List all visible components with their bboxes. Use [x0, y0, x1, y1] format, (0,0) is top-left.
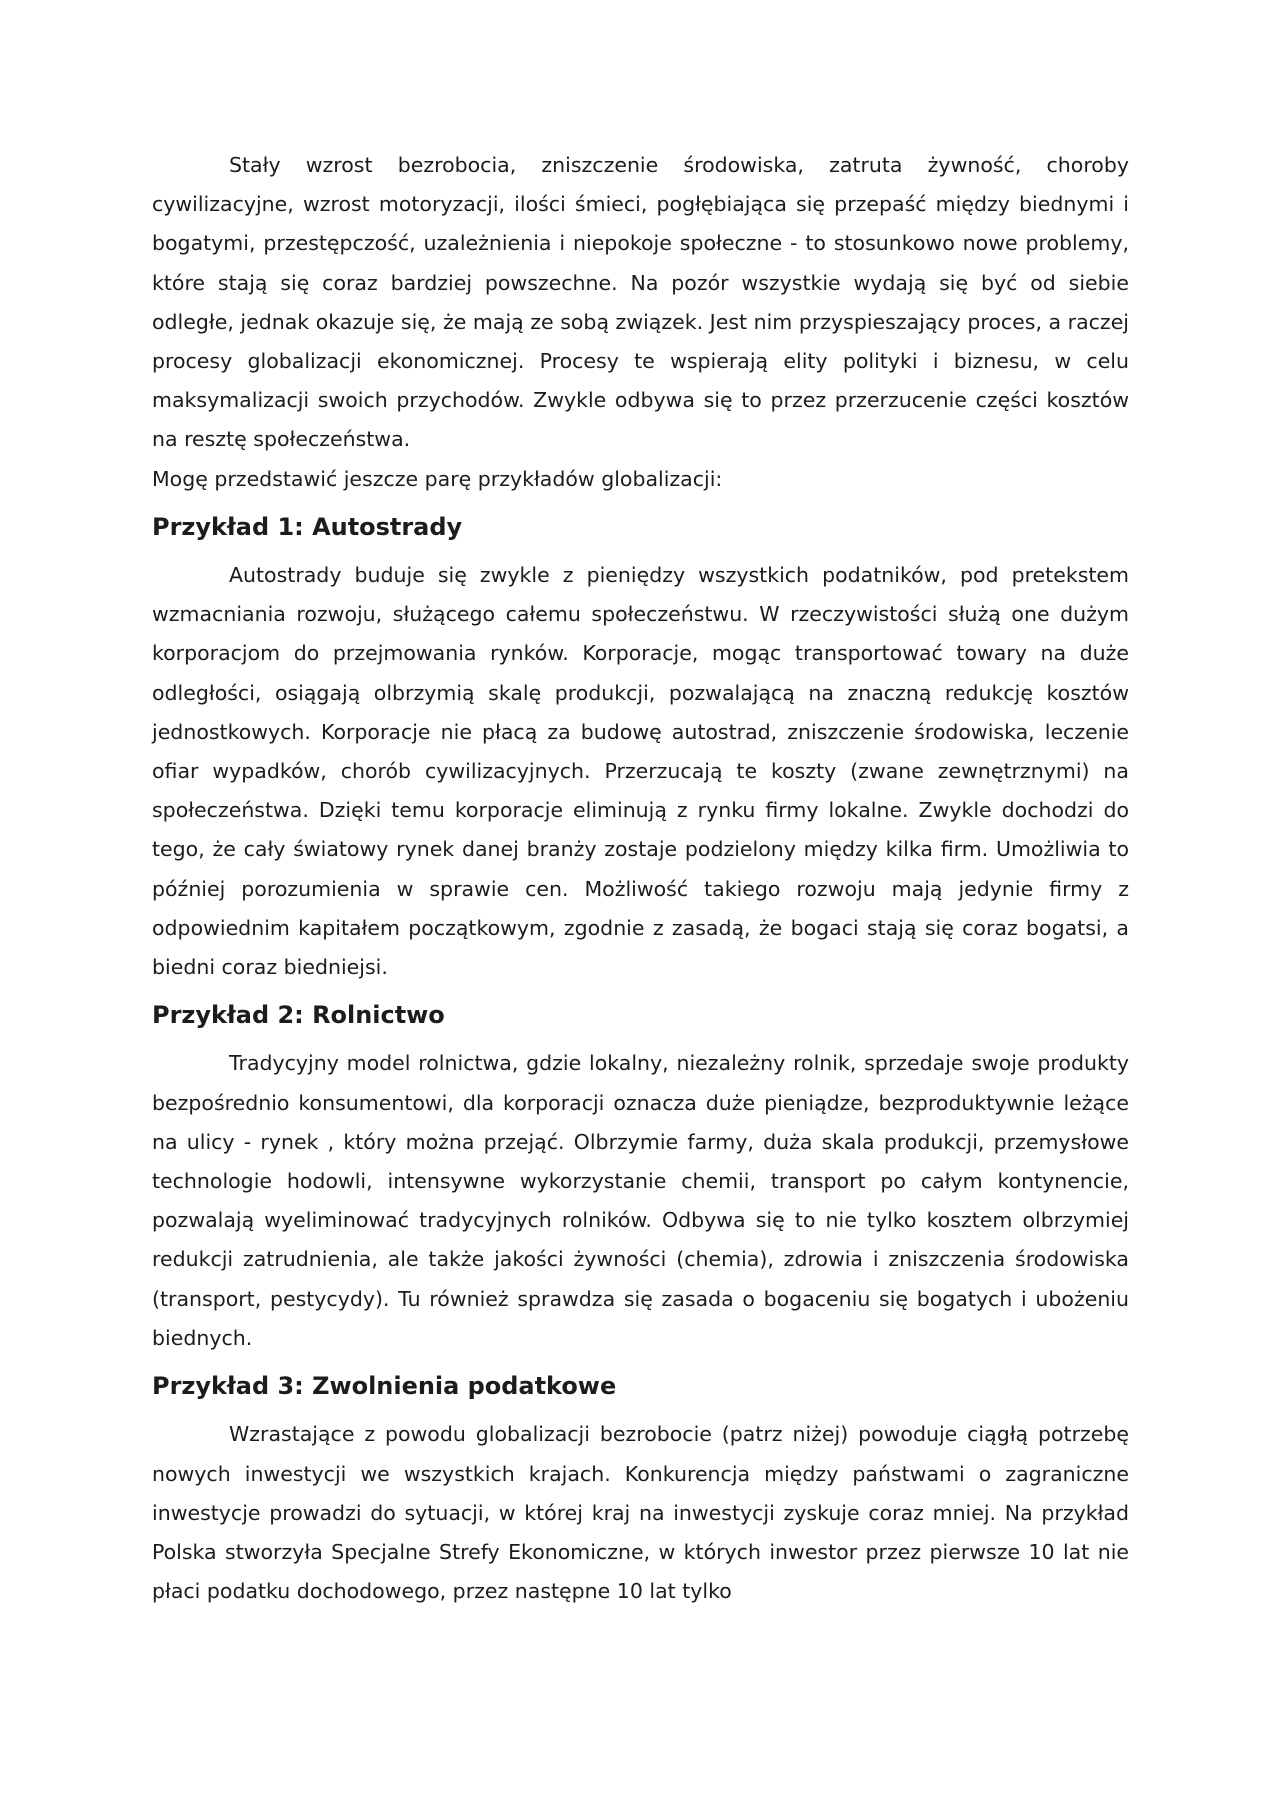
section-heading-autostrady: Przykład 1: Autostrady	[152, 512, 463, 541]
examples-intro: Mogę przedstawić jeszcze parę przykładów globalizacji:	[152, 466, 723, 491]
section-body-autostrady: Autostrady buduje się zwykle z pieniędzy wszystkich podatników, pod pretekstem wzmacniania rozwoju, służącego całemu społeczeństwu. W rzeczywistości służą one dużym korporacjom do przejmowania rynków. Korporacje, mogąc transportować towary na duże odległości, osiągają olbrzymią skalę produkcji, pozwalającą na znaczną redukcję kosztów jednostkowych. Korporacje nie płacą za budowę autostrad, zniszczenie środowiska, leczenie ofiar wypadków, chorób cywilizacyjnych. Przerzucają te koszty (zwane zewnętrznymi) na społeczeństwa. Dzięki temu korporacje eliminują z rynku firmy lokalne. Zwykle dochodzi do tego, że cały światowy rynek danej branży zostaje podzielony między kilka firm. Umożliwia to później porozumienia w sprawie cen. Możliwość takiego rozwoju mają jedynie firmy z odpowiednim kapitałem początkowym, zgodnie z zasadą, że bogaci stają się coraz bogatsi, a biedni coraz biedniejsi.	[152, 563, 1129, 980]
section-body-rolnictwo: Tradycyjny model rolnictwa, gdzie lokalny, niezależny rolnik, sprzedaje swoje produkty bezpośrednio konsumentowi, dla korporacji oznacza duże pieniądze, bezproduktywnie leżące na ulicy - rynek , który można przejąć. Olbrzymie farmy, duża skala produkcji, przemysłowe technologie hodowli, intensywne wykorzystanie chemii, transport po całym kontynencie, pozwalają wyeliminować tradycyjnych rolników. Odbywa się to nie tylko kosztem olbrzymiej redukcji zatrudnienia, ale także jakości żywności (chemia), zdrowia i zniszczenia środowiska (transport, pestycydy). Tu również sprawdza się zasada o bogaceniu się bogatych i ubożeniu biednych.	[152, 1051, 1129, 1350]
section-heading-zwolnienia-podatkowe: Przykład 3: Zwolnienia podatkowe	[152, 1372, 617, 1401]
document-page	[152, 146, 1129, 1611]
intro-paragraph: Stały wzrost bezrobocia, zniszczenie środowiska, zatruta żywność, choroby cywilizacyjne, wzrost motoryzacji, ilości śmieci, pogłębiająca się przepaść między biednymi i bogatymi, przestępczość, uzależnienia i niepokoje społeczne - to stosunkowo nowe problemy, które stają się coraz bardziej powszechne. Na pozór wszystkie wydają się być od siebie odległe, jednak okazuje się, że mają ze sobą związek. Jest nim przyspieszający proces, a raczej procesy globalizacji ekonomicznej. Procesy te wspierają elity polityki i biznesu, w celu maksymalizacji swoich przychodów. Zwykle odbywa się to przez przerzucenie części kosztów na resztę społeczeństwa.	[152, 153, 1129, 452]
section-heading-rolnictwo: Przykład 2: Rolnictwo	[152, 1001, 445, 1030]
section-body-zwolnienia-podatkowe: Wzrastające z powodu globalizacji bezrobocie (patrz niżej) powoduje ciągłą potrzebę nowych inwestycji we wszystkich krajach. Konkurencja między państwami o zagraniczne inwestycje prowadzi do sytuacji, w której kraj na inwestycji zyskuje coraz mniej. Na przykład Polska stworzyła Specjalne Strefy Ekonomiczne, w których inwestor przez pierwsze 10 lat nie płaci podatku dochodowego, przez następne 10 lat tylko	[152, 1422, 1129, 1604]
